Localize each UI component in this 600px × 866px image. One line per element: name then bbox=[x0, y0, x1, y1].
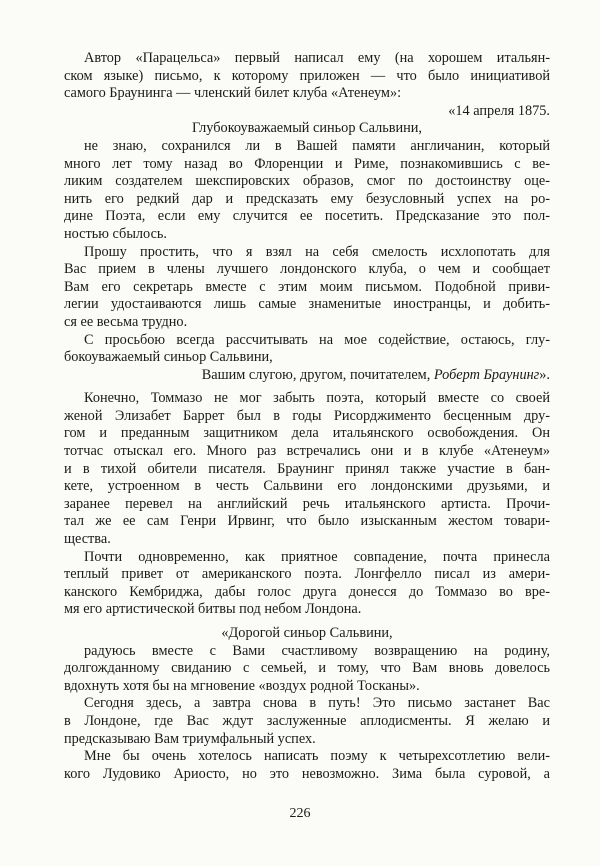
text-line: бокоуважаемый синьор Сальвини, bbox=[64, 349, 273, 366]
text-line: теплый привет от американского поэта. Лонгфелло писал из амери- bbox=[64, 566, 550, 583]
text-line: тотчас отыскал его. Много раз встречались они и в клубе «Атенеум» bbox=[64, 443, 550, 460]
text-line: много лет тому назад во Флоренции и Риме, познакомившись с ве- bbox=[64, 155, 550, 172]
text-line: ском языке) письмо, к которому приложен — что было инициативой bbox=[64, 67, 550, 84]
text-line: дине Поэта, если ему случится ее посетить. Предсказание это пол- bbox=[64, 208, 550, 225]
text-line: гом и преданным защитником дела итальянского освобождения. Он bbox=[64, 425, 550, 442]
text-line: Прошу простить, что я взял на себя смелость исхлопотать для bbox=[84, 243, 550, 260]
text-line: ликим создателем шекспировских образов, смог по достоинству оце- bbox=[64, 173, 550, 190]
text-line: предсказываю Вам триумфальный успех. bbox=[64, 730, 316, 747]
body-text bbox=[64, 50, 550, 783]
text-line: радуюсь вместе с Вами счастливому возвращению на родину, bbox=[84, 642, 550, 659]
text-line: легии удостаиваются лишь самые знаменитые иностранцы, и добить- bbox=[64, 296, 550, 313]
text-line: канского Кембриджа, дабы голос друга донесся до Томмазо во вре- bbox=[64, 583, 550, 600]
text-line: долгожданному свиданию с семьей, и тому, что Вам вновь довелось bbox=[64, 660, 550, 677]
text-line: «Дорогой синьор Сальвини, bbox=[221, 625, 393, 641]
text-line: Автор «Парацельса» первый написал ему (на хорошем итальян- bbox=[84, 50, 550, 66]
text-line: Вам его секретарь вместе с этим моим письмом. Подобной приви- bbox=[64, 278, 550, 295]
text-line: кого Лудовико Ариосто, но это невозможно. Зима была суровой, а bbox=[64, 765, 550, 782]
text-line: Почти одновременно, как приятное совпадение, почта принесла bbox=[84, 548, 550, 565]
text-line: и в тихой обители писателя. Браунинг принял также участие в бан- bbox=[64, 460, 550, 477]
text-line: «14 апреля 1875. bbox=[448, 102, 550, 119]
text-line: Мне бы очень хотелось написать поэму к четырехсотлетию вели- bbox=[84, 748, 550, 765]
text-line: Сегодня здесь, а завтра снова в путь! Это письмо застанет Вас bbox=[84, 695, 550, 712]
text-line: самого Браунинга — членский билет клуба «Атенеум»: bbox=[64, 85, 402, 102]
text-line: Вас прием в члены лучшего лондонского клуба, о чем и сообщает bbox=[64, 261, 550, 278]
text-line: в Лондоне, где Вас ждут заслуженные аплодисменты. Я желаю и bbox=[64, 712, 550, 729]
text-line: ся ее весьма трудно. bbox=[64, 313, 188, 330]
text-line: Вашим слугою, другом, почитателем, Роберт Браунинг». bbox=[201, 366, 550, 383]
text-line: ностью сбылось. bbox=[64, 225, 168, 242]
text-line: Глубокоуважаемый синьор Сальвини, bbox=[191, 120, 422, 137]
signature: Роберт Браунинг bbox=[433, 366, 540, 383]
text-line: кете, устроенном в честь Сальвини его лондонскими друзьями, и bbox=[64, 478, 550, 495]
text-line: заранее перевел на английский речь итальянского артиста. Прочи- bbox=[64, 495, 550, 512]
text-line: нить его редкий дар и предсказать ему безусловный успех на ро- bbox=[64, 190, 550, 207]
text-line: тал же ее сам Генри Ирвинг, что было изысканным жестом товари- bbox=[64, 513, 550, 530]
text-line: С просьбою всегда рассчитывать на мое содействие, остаюсь, глу- bbox=[84, 331, 550, 348]
page-number: 226 bbox=[289, 806, 311, 821]
text-line: щества. bbox=[64, 531, 111, 548]
text-line: вдохнуть хотя бы на мгновение «воздух родной Тосканы». bbox=[64, 677, 420, 694]
text-line: женой Элизабет Баррет был в годы Рисорджименто бесценным дру- bbox=[64, 407, 550, 424]
text-line: не знаю, сохранился ли в Вашей памяти англичанин, который bbox=[84, 137, 550, 154]
text-line: мя его артистической битвы под небом Лондона. bbox=[64, 601, 362, 618]
text-line: Конечно, Томмазо не мог забыть поэта, который вместе со своей bbox=[84, 390, 550, 407]
